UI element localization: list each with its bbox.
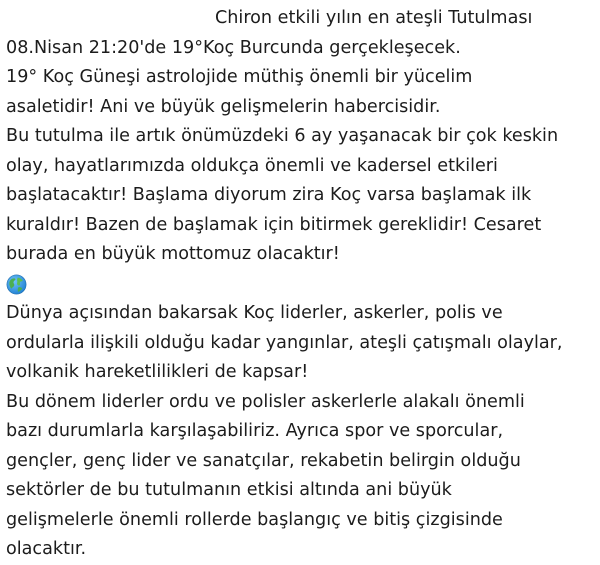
text-line: sektörler de bu tutulmanın etkisi altında ani büyük (6, 480, 452, 500)
text-line: gelişmelerle önemli rollerde başlangıç ve bitiş çizgisinde (6, 509, 503, 530)
text-line: Bu dönem liderler ordu ve polisler askerlerle alakalı önemli (6, 391, 525, 412)
text-line: bazı durumlarla karşılaşabiliriz. Ayrıca spor ve sporcular, (6, 421, 504, 441)
text-line: ordularla ilişkili olduğu kadar yangınlar, ateşli çatışmalı olaylar, (6, 332, 563, 353)
text-line: olay, hayatlarımızda oldukça önemli ve kadersel etkileri (6, 155, 498, 176)
text-line: gençler, genç lider ve sanatçılar, rekabetin belirgin olduğu (6, 450, 521, 471)
text-line: 19° Koç Güneşi astrolojide müthiş önemli bir yücelim (6, 67, 473, 87)
text-line: asaletidir! Ani ve büyük gelişmelerin habercisidir. (6, 96, 441, 117)
post-text (6, 4, 600, 565)
text-line: volkanik hareketlilikleri de kapsar! (6, 362, 309, 382)
globe-emoji-icon (6, 274, 27, 295)
text-line: Dünya açısından bakarsak Koç liderler, askerler, polis ve (6, 303, 503, 323)
globe-row (6, 270, 600, 300)
text-line: Bu tutulma ile artık önümüzdeki 6 ay yaşanacak bir çok keskin (6, 126, 559, 146)
text-line: burada en büyük mottomuz olacaktır! (6, 244, 340, 264)
post-title: Chiron etkili yılın en ateşli Tutulması (215, 8, 533, 28)
text-line: kuraldır! Bazen de başlamak için bitirmek gereklidir! Cesaret (6, 214, 542, 235)
text-line: olacaktır. (6, 539, 87, 559)
text-line: 08.Nisan 21:20'de 19°Koç Burcunda gerçekleşecek. (6, 37, 461, 58)
text-line: başlatacaktır! Başlama diyorum zira Koç varsa başlamak ilk (6, 185, 532, 205)
